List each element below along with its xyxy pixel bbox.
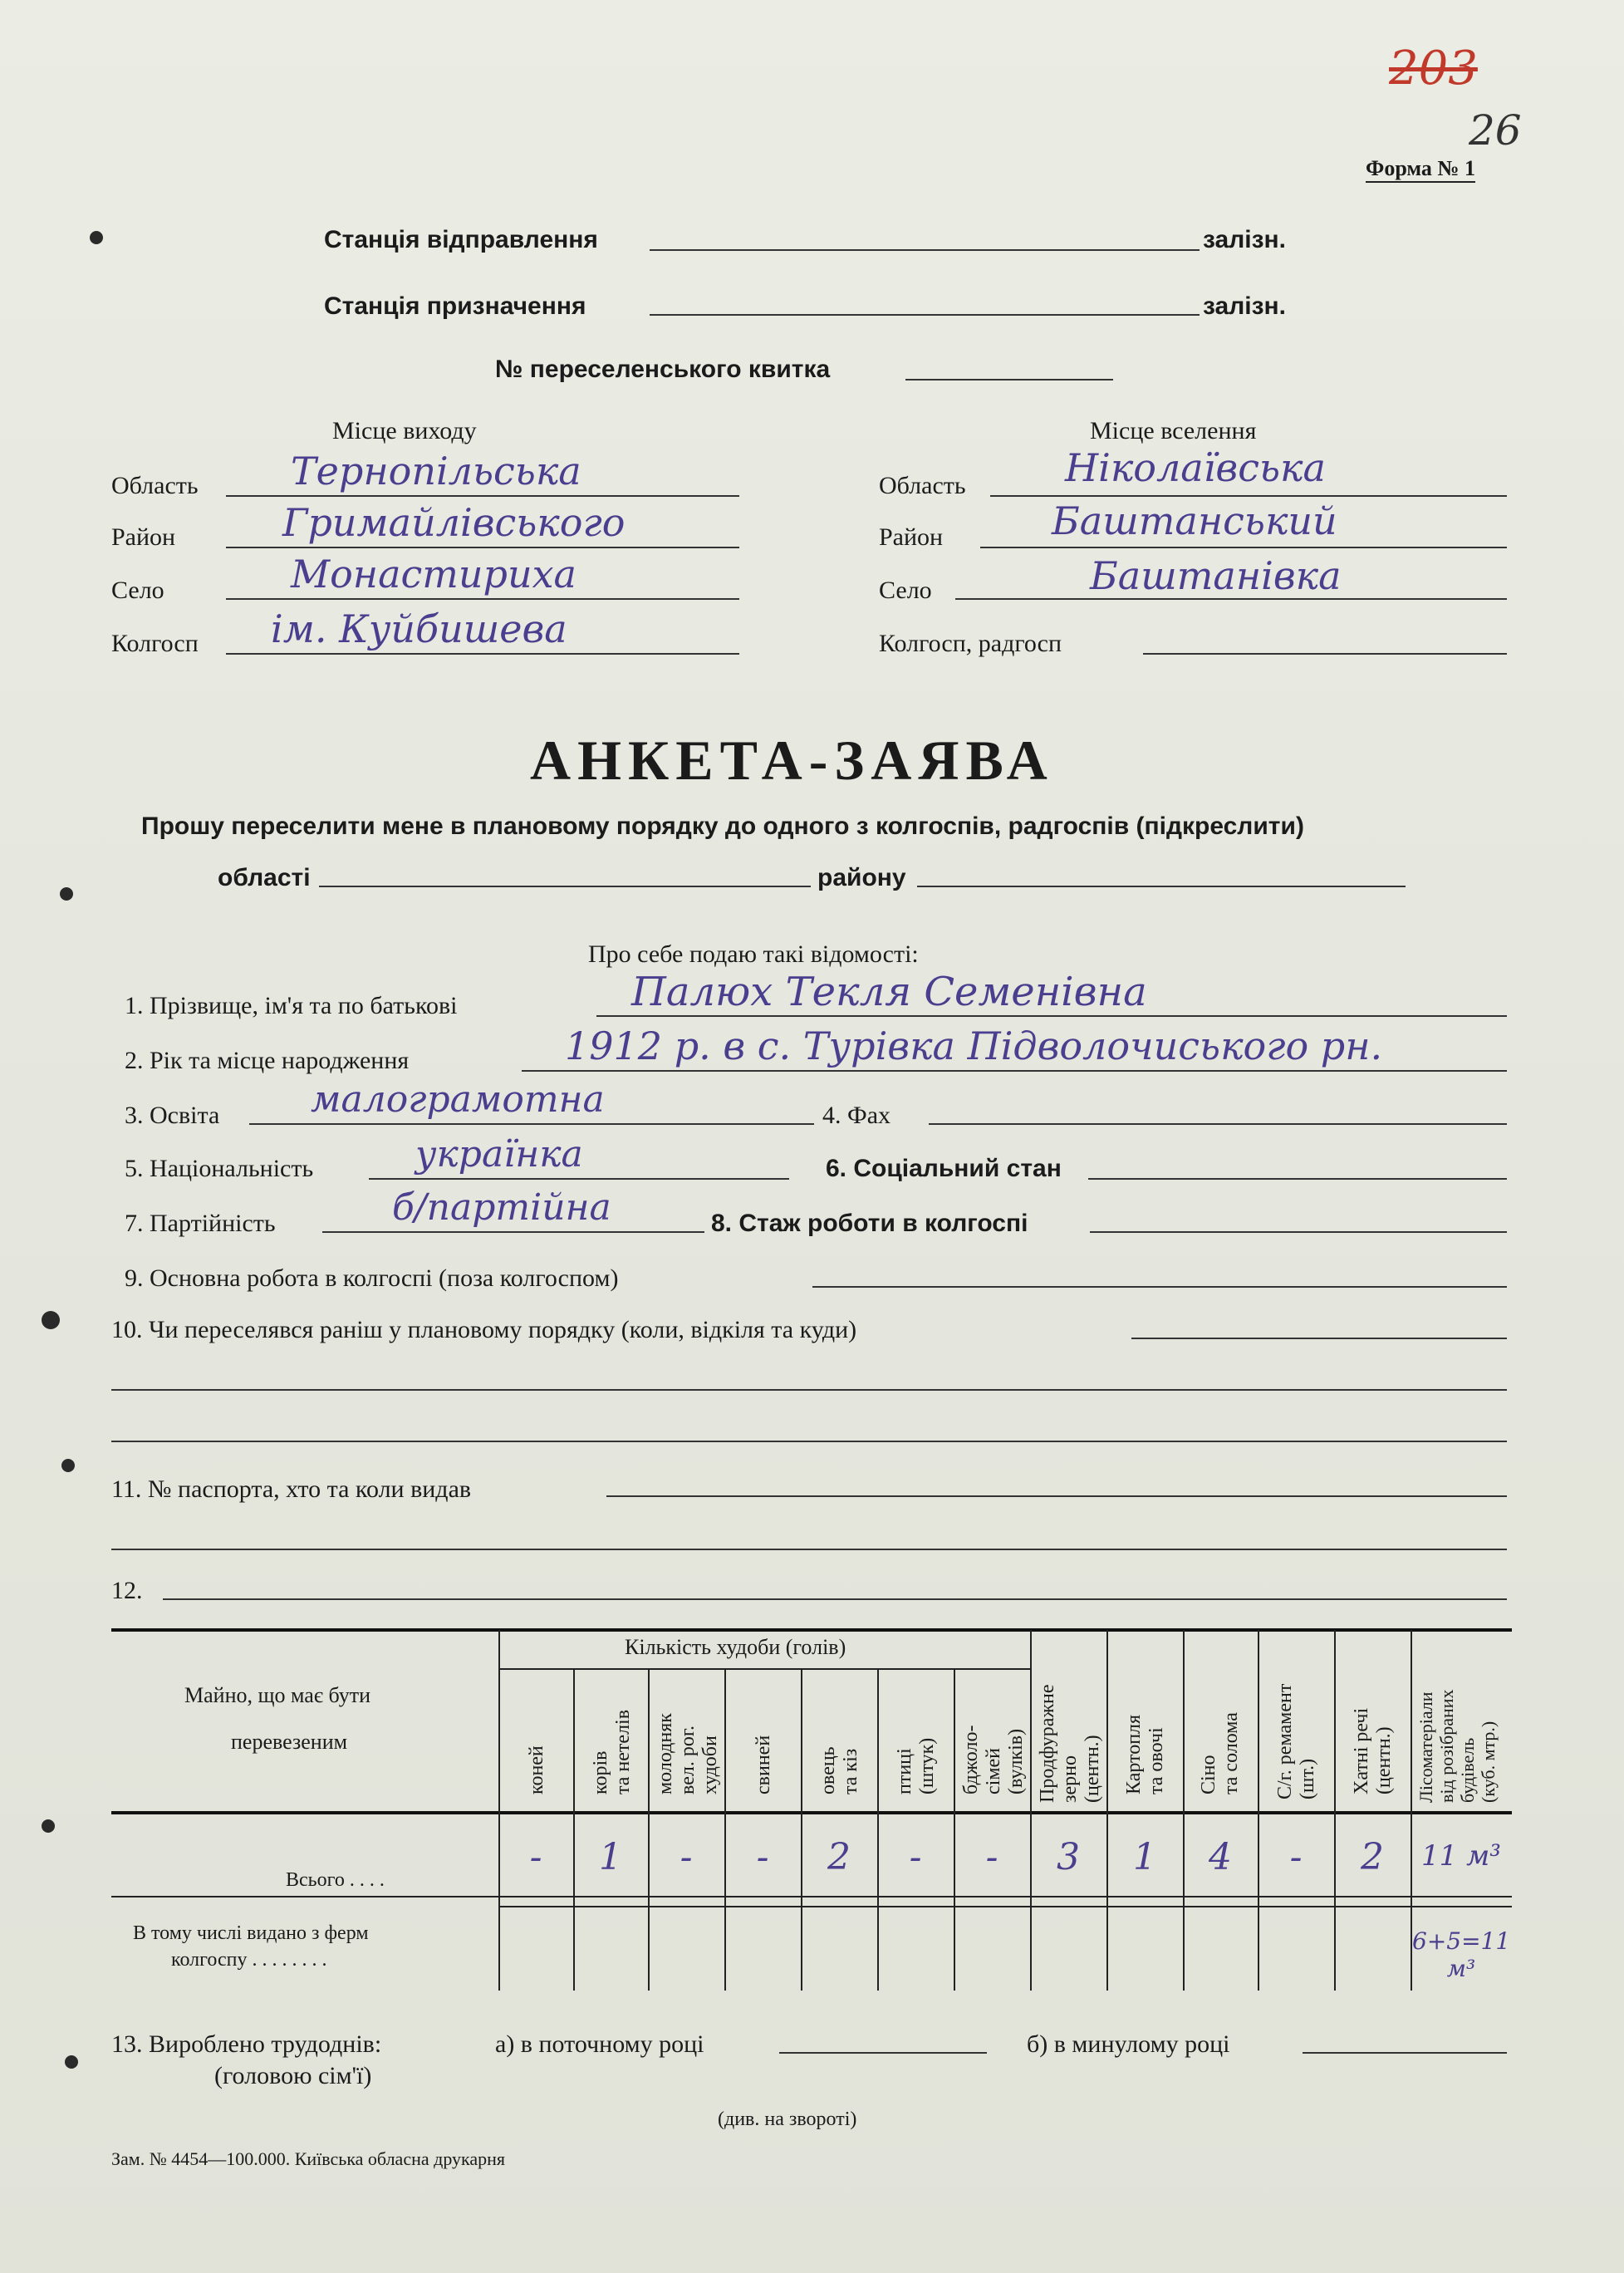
form-number: Форма № 1: [1366, 156, 1475, 183]
destination-station-label: Станція призначення: [324, 292, 586, 320]
table-col-divider: [498, 1630, 500, 1991]
field-2-label: 2. Рік та місце народження: [125, 1047, 410, 1074]
origin-village-value: Монастириха: [291, 552, 576, 596]
table-total-label: Всього . . . .: [286, 1869, 385, 1891]
table-row-value: 4: [1209, 1836, 1232, 1878]
archive-number-bottom: 26: [1469, 106, 1522, 155]
punch-hole: [42, 1311, 60, 1329]
origin-village-label: Село: [111, 577, 164, 604]
departure-rail-suffix: залізн.: [1203, 226, 1286, 253]
workdays-current-line: [779, 2052, 987, 2054]
table-row-value: -: [985, 1836, 998, 1878]
field-1-value: Палюх Текля Семенівна: [631, 969, 1147, 1015]
origin-raion-value: Гримайлівського: [282, 500, 626, 545]
field-7-line: [322, 1231, 704, 1233]
table-col-divider: [573, 1668, 575, 1991]
intro-line: Про себе подаю такі відомості:: [588, 940, 919, 968]
origin-kolhosp-line: [226, 653, 739, 655]
resettlement-ticket-line: [905, 379, 1113, 380]
table-farm-label-2: колгоспу . . . . . . . .: [171, 1949, 327, 1971]
field-2-value: 1912 р. в с. Турівка Підволочиського рн.: [565, 1024, 1383, 1068]
destination-kolhosp-label: Колгосп, радгосп: [879, 630, 1062, 657]
field-5-value: українка: [415, 1133, 583, 1176]
departure-station-label: Станція відправлення: [324, 226, 598, 253]
column-header-horses: коней: [526, 1745, 547, 1794]
table-col-divider: [1106, 1630, 1108, 1991]
destination-raion-value: Баштанський: [1052, 498, 1337, 543]
table-col-divider: [724, 1668, 726, 1991]
request-oblast-word: області: [218, 864, 311, 891]
archive-number: 203: [1389, 42, 1478, 96]
workdays-sublabel: (головою сім'ї): [214, 2062, 372, 2089]
field-1-line: [596, 1015, 1507, 1017]
destination-raion-line: [980, 547, 1507, 548]
column-header-farm-equipment: С/г. ремамент (шт.): [1274, 1683, 1318, 1799]
destination-kolhosp-line: [1143, 653, 1507, 655]
table-farm-timber-value: 6+5=11 м³: [1412, 1927, 1511, 1982]
field-7-value: б/партійна: [392, 1186, 611, 1229]
field-9-line: [812, 1286, 1507, 1288]
table-header-bottom-border: [111, 1811, 1512, 1814]
field-2-line: [522, 1070, 1507, 1072]
field-6-line: [1088, 1178, 1507, 1180]
table-col-divider: [954, 1668, 955, 1991]
field-12-label: 12.: [111, 1577, 143, 1604]
origin-village-line: [226, 598, 739, 600]
field-11-line-2: [111, 1549, 1507, 1550]
destination-oblast-line: [990, 495, 1507, 497]
table-row-value: 11 м³: [1421, 1839, 1501, 1873]
table-row-value: 3: [1057, 1836, 1080, 1878]
table-livestock-header-line: [498, 1668, 1030, 1670]
origin-kolhosp-label: Колгосп: [111, 630, 199, 657]
field-10-line: [1131, 1338, 1507, 1339]
punch-hole: [60, 887, 73, 901]
field-9-label: 9. Основна робота в колгоспі (поза колгоспом): [125, 1264, 619, 1292]
field-6-label: 6. Соціальний стан: [826, 1155, 1062, 1182]
column-header-timber: Лісоматеріали від розібраних будівель (куб. мтр.): [1415, 1689, 1499, 1803]
see-reverse-note: (див. на звороті): [718, 2109, 857, 2130]
request-raion-line: [917, 886, 1406, 887]
origin-kolhosp-value: ім. Куйбишева: [271, 606, 567, 651]
origin-raion-label: Район: [111, 523, 176, 551]
table-livestock-header: Кількість худоби (голів): [625, 1635, 846, 1659]
table-col-divider: [801, 1668, 802, 1991]
table-row-value: -: [756, 1836, 769, 1878]
table-row-value: 2: [827, 1836, 851, 1878]
table-property-label: Майно, що має бути: [184, 1683, 370, 1707]
table-total-row-line: [111, 1896, 1512, 1897]
field-10-line-2: [111, 1389, 1507, 1391]
table-row-value: -: [909, 1836, 922, 1878]
table-row-value: 1: [599, 1836, 622, 1878]
document-title: АНКЕТА-ЗАЯВА: [530, 729, 1054, 792]
origin-oblast-line: [226, 495, 739, 497]
workdays-current-label: а) в поточному році: [495, 2030, 704, 2058]
field-5-line: [369, 1178, 789, 1180]
table-col-divider: [1258, 1630, 1259, 1991]
punch-hole: [61, 1459, 75, 1472]
table-row-value: 2: [1361, 1836, 1384, 1878]
field-4-line: [929, 1123, 1507, 1125]
request-oblast-line: [319, 886, 811, 887]
table-property-label-2: перевезеним: [231, 1730, 348, 1754]
destination-raion-label: Район: [879, 523, 944, 551]
table-col-divider: [1183, 1630, 1185, 1991]
workdays-previous-label: б) в минулому році: [1027, 2030, 1230, 2058]
request-raion-word: району: [817, 864, 906, 891]
field-4-label: 4. Фах: [822, 1102, 891, 1129]
column-header-grain: Продфуражне зерно (центн.): [1037, 1684, 1103, 1803]
column-header-bee-colonies: бджоло- сімей (вулків): [960, 1725, 1027, 1794]
destination-heading: Місце вселення: [1090, 417, 1257, 444]
origin-oblast-label: Область: [111, 472, 199, 499]
departure-station-line: [650, 249, 1200, 251]
field-3-label: 3. Освіта: [125, 1102, 220, 1129]
table-col-divider: [648, 1668, 650, 1991]
request-line: Прошу переселити мене в плановому порядку до одного з колгоспів, радгоспів (підкреслити): [141, 812, 1304, 840]
field-8-label: 8. Стаж роботи в колгоспі: [711, 1210, 1028, 1237]
destination-village-value: Баштанівка: [1090, 553, 1342, 598]
table-col-divider: [1030, 1630, 1032, 1991]
printer-imprint: Зам. № 4454—100.000. Київська обласна друкарня: [111, 2148, 506, 2169]
field-5-label: 5. Національність: [125, 1155, 314, 1182]
origin-raion-line: [226, 547, 739, 548]
destination-village-label: Село: [879, 577, 932, 604]
destination-oblast-value: Ніколаївська: [1065, 445, 1326, 490]
field-12-line: [163, 1598, 1507, 1600]
field-1-label: 1. Прізвище, ім'я та по батькові: [125, 992, 458, 1019]
column-header-cows: корів та нетелів: [590, 1709, 634, 1794]
field-3-value: малограмотна: [311, 1078, 605, 1121]
origin-oblast-value: Тернопільська: [291, 449, 581, 493]
column-header-poultry: птиці (штук): [894, 1737, 938, 1794]
workdays-previous-line: [1303, 2052, 1507, 2054]
punch-hole: [90, 231, 103, 244]
resettlement-ticket-label: № переселенського квитка: [495, 356, 831, 383]
destination-oblast-label: Область: [879, 472, 966, 499]
field-8-line: [1090, 1231, 1507, 1233]
punch-hole: [42, 1819, 55, 1833]
table-row-value: -: [529, 1836, 542, 1878]
column-header-potatoes: Картопля та овочі: [1123, 1714, 1167, 1794]
origin-heading: Місце виходу: [332, 417, 477, 444]
field-10-line-3: [111, 1441, 1507, 1442]
table-row-value: -: [680, 1836, 693, 1878]
destination-station-line: [650, 314, 1200, 316]
table-row-value: 1: [1133, 1836, 1156, 1878]
table-col-divider: [1334, 1630, 1336, 1991]
punch-hole: [65, 2055, 78, 2069]
destination-rail-suffix: залізн.: [1203, 292, 1286, 320]
workdays-label: 13. Вироблено трудоднів:: [111, 2030, 382, 2058]
table-total-row-line-2: [498, 1906, 1512, 1907]
column-header-hay: Сіно та солома: [1198, 1712, 1242, 1794]
column-header-household-goods: Хатні речі (центн.): [1351, 1707, 1395, 1794]
field-3-line: [249, 1123, 814, 1125]
table-farm-label: В тому числі видано з ферм: [133, 1922, 369, 1944]
column-header-young-cattle: молодняк вел. рог. худоби: [655, 1713, 721, 1794]
field-7-label: 7. Партійність: [125, 1210, 276, 1237]
table-top-border: [111, 1628, 1512, 1632]
column-header-sheep-goats: овець та кіз: [817, 1746, 861, 1794]
field-11-label: 11. № паспорта, хто та коли видав: [111, 1475, 472, 1503]
field-10-label: 10. Чи переселявся раніш у плановому порядку (коли, відкіля та куди): [111, 1316, 857, 1343]
column-header-pigs: свиней: [753, 1735, 774, 1794]
field-11-line: [606, 1495, 1507, 1497]
table-col-divider: [877, 1668, 879, 1991]
table-row-value: -: [1289, 1836, 1303, 1878]
destination-village-line: [955, 598, 1507, 600]
